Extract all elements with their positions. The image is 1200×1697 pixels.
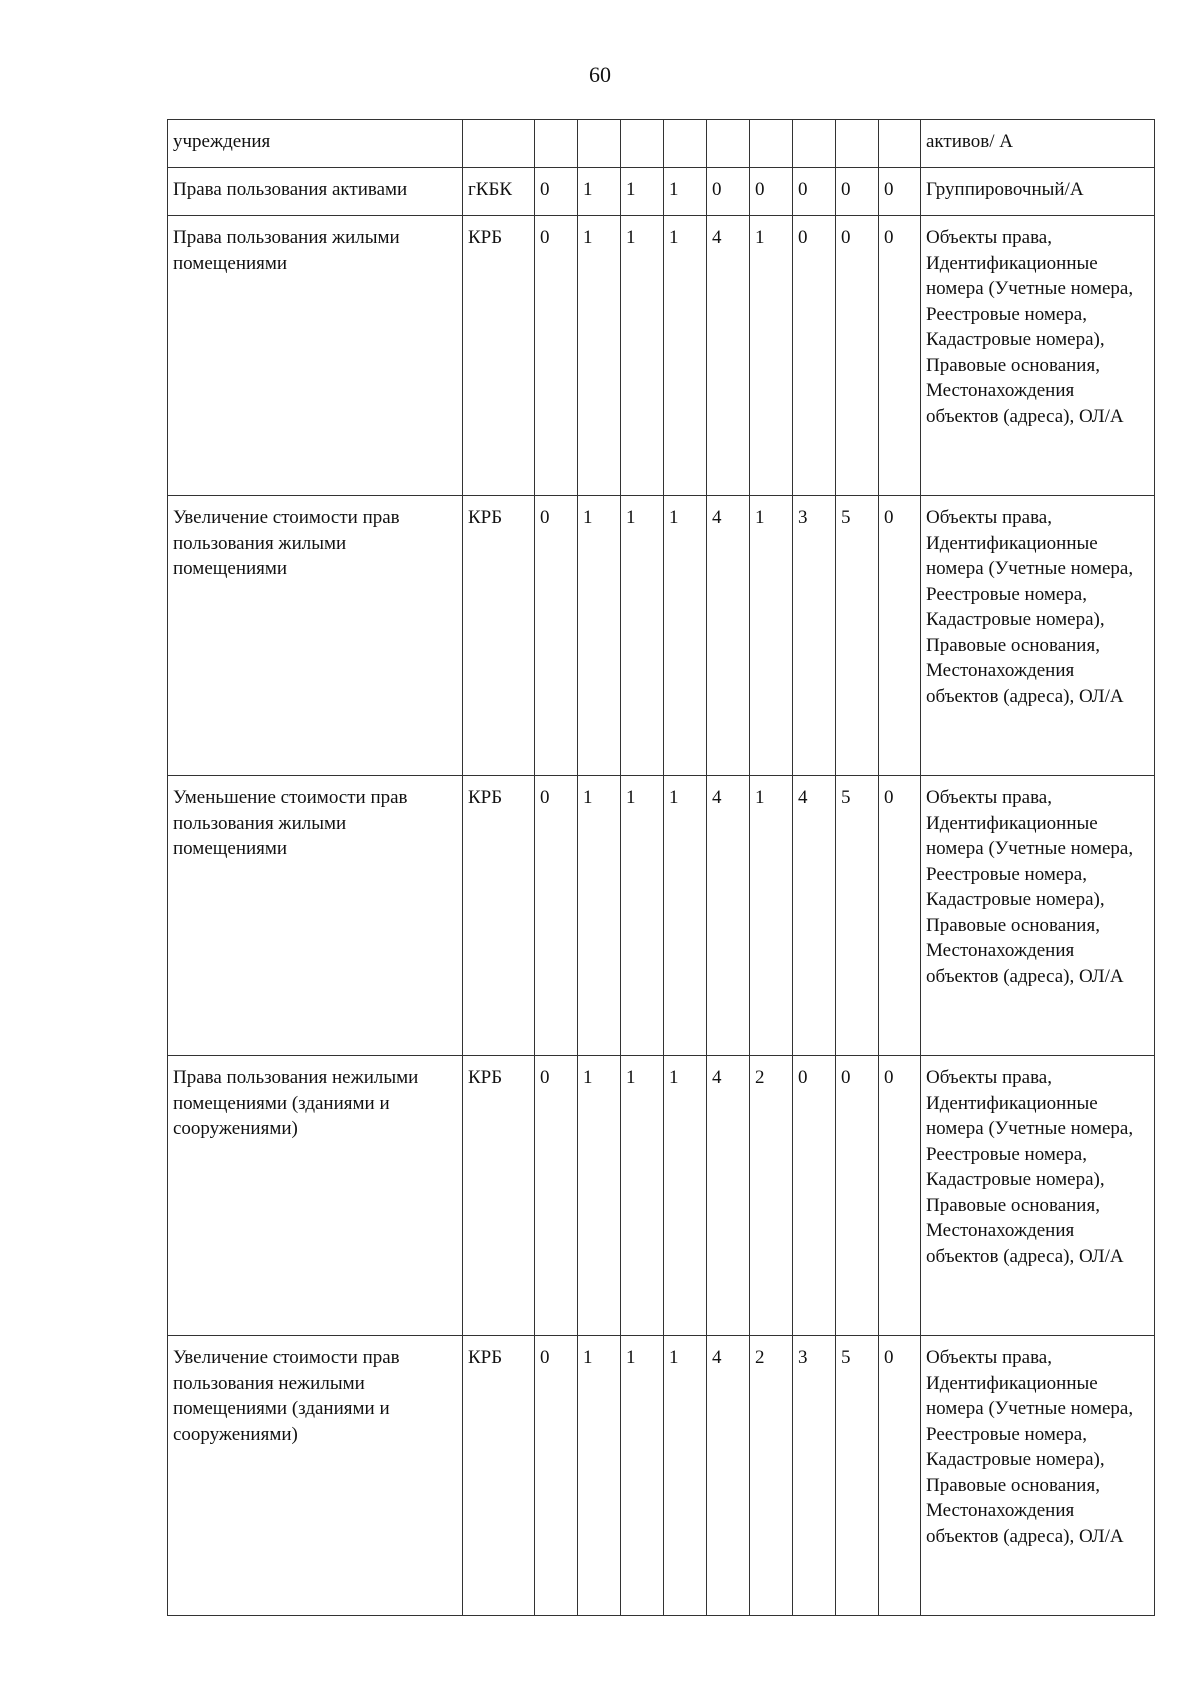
table-row [168, 496, 1155, 776]
cell-account-name: Права пользования нежилыми помещениями (зданиями и сооружениями) [168, 1056, 463, 1336]
cell-account-digit: 0 [879, 168, 921, 216]
cell-account-digit: 0 [879, 216, 921, 496]
cell-analytics-description: Объекты права, Идентификационные номера (Учетные номера, Реестровые номера, Кадастровые номера), Правовые основания, Местонахождения объектов (адреса), ОЛ/А [921, 1056, 1155, 1336]
cell-account-digit: 0 [535, 1056, 578, 1336]
cell-account-digit: 4 [707, 216, 750, 496]
cell-account-digit: 1 [750, 776, 793, 1056]
cell-account-digit: 1 [750, 216, 793, 496]
cell-account-digit: 0 [750, 168, 793, 216]
cell-account-digit: 4 [707, 1336, 750, 1616]
cell-code-type: КРБ [463, 1056, 535, 1336]
cell-analytics-description: Объекты права, Идентификационные номера (Учетные номера, Реестровые номера, Кадастровые номера), Правовые основания, Местонахождения объектов (адреса), ОЛ/А [921, 216, 1155, 496]
cell-account-digit: 0 [879, 1056, 921, 1336]
cell-account-digit: 2 [750, 1336, 793, 1616]
cell-account-digit [578, 120, 621, 168]
cell-account-name: Увеличение стоимости прав пользования нежилыми помещениями (зданиями и сооружениями) [168, 1336, 463, 1616]
cell-analytics-description: активов/ А [921, 120, 1155, 168]
cell-account-digit: 0 [793, 216, 836, 496]
cell-account-digit: 3 [793, 496, 836, 776]
cell-account-digit: 1 [621, 496, 664, 776]
cell-account-digit: 0 [793, 1056, 836, 1336]
cell-account-digit: 4 [707, 776, 750, 1056]
cell-account-digit: 5 [836, 496, 879, 776]
table-row [168, 120, 1155, 168]
cell-account-digit: 5 [836, 1336, 879, 1616]
cell-analytics-description: Объекты права, Идентификационные номера (Учетные номера, Реестровые номера, Кадастровые номера), Правовые основания, Местонахождения объектов (адреса), ОЛ/А [921, 1336, 1155, 1616]
cell-account-digit: 0 [535, 168, 578, 216]
cell-account-digit: 0 [879, 496, 921, 776]
cell-account-digit: 4 [707, 1056, 750, 1336]
cell-account-digit: 0 [535, 1336, 578, 1616]
cell-code-type [463, 120, 535, 168]
table-body [168, 120, 1155, 1616]
cell-account-digit [836, 120, 879, 168]
cell-account-digit: 0 [535, 776, 578, 1056]
cell-account-digit: 1 [578, 168, 621, 216]
cell-account-digit: 5 [836, 776, 879, 1056]
cell-account-digit [879, 120, 921, 168]
cell-account-digit: 1 [664, 776, 707, 1056]
cell-account-digit: 1 [578, 496, 621, 776]
cell-account-digit: 0 [836, 216, 879, 496]
cell-account-digit: 1 [578, 1336, 621, 1616]
cell-code-type: КРБ [463, 216, 535, 496]
cell-account-digit [535, 120, 578, 168]
accounts-table [167, 119, 1155, 1616]
cell-account-digit: 0 [535, 216, 578, 496]
cell-account-digit: 0 [535, 496, 578, 776]
cell-account-digit: 1 [664, 168, 707, 216]
cell-account-digit: 1 [578, 1056, 621, 1336]
table-row [168, 776, 1155, 1056]
cell-account-digit: 0 [879, 776, 921, 1056]
cell-account-name: учреждения [168, 120, 463, 168]
cell-code-type: гКБК [463, 168, 535, 216]
cell-account-digit: 2 [750, 1056, 793, 1336]
cell-account-digit [793, 120, 836, 168]
cell-account-digit: 3 [793, 1336, 836, 1616]
cell-account-digit: 1 [621, 776, 664, 1056]
cell-account-digit: 1 [664, 496, 707, 776]
cell-account-digit [664, 120, 707, 168]
cell-account-digit: 1 [578, 216, 621, 496]
cell-account-digit: 1 [664, 216, 707, 496]
cell-account-digit: 0 [793, 168, 836, 216]
cell-analytics-description: Группировочный/А [921, 168, 1155, 216]
cell-account-digit [621, 120, 664, 168]
cell-account-digit: 1 [621, 216, 664, 496]
cell-account-digit [707, 120, 750, 168]
cell-account-digit: 4 [707, 496, 750, 776]
cell-account-digit: 1 [750, 496, 793, 776]
cell-analytics-description: Объекты права, Идентификационные номера (Учетные номера, Реестровые номера, Кадастровые номера), Правовые основания, Местонахождения объектов (адреса), ОЛ/А [921, 496, 1155, 776]
cell-account-digit: 1 [621, 168, 664, 216]
cell-account-digit: 1 [621, 1336, 664, 1616]
cell-code-type: КРБ [463, 496, 535, 776]
cell-account-digit: 0 [707, 168, 750, 216]
table-row [168, 1336, 1155, 1616]
cell-account-digit: 1 [664, 1336, 707, 1616]
page-number: 60 [589, 62, 611, 87]
cell-account-name: Права пользования жилыми помещениями [168, 216, 463, 496]
table-row [168, 216, 1155, 496]
cell-account-digit: 0 [836, 168, 879, 216]
cell-account-digit: 1 [621, 1056, 664, 1336]
cell-code-type: КРБ [463, 1336, 535, 1616]
cell-account-digit: 0 [836, 1056, 879, 1336]
cell-account-digit: 1 [664, 1056, 707, 1336]
cell-account-digit: 4 [793, 776, 836, 1056]
cell-account-name: Увеличение стоимости прав пользования жилыми помещениями [168, 496, 463, 776]
cell-account-digit [750, 120, 793, 168]
table-row [168, 168, 1155, 216]
cell-account-digit: 0 [879, 1336, 921, 1616]
cell-code-type: КРБ [463, 776, 535, 1056]
cell-account-name: Уменьшение стоимости прав пользования жилыми помещениями [168, 776, 463, 1056]
cell-analytics-description: Объекты права, Идентификационные номера (Учетные номера, Реестровые номера, Кадастровые номера), Правовые основания, Местонахождения объектов (адреса), ОЛ/А [921, 776, 1155, 1056]
table-row [168, 1056, 1155, 1336]
cell-account-name: Права пользования активами [168, 168, 463, 216]
cell-account-digit: 1 [578, 776, 621, 1056]
